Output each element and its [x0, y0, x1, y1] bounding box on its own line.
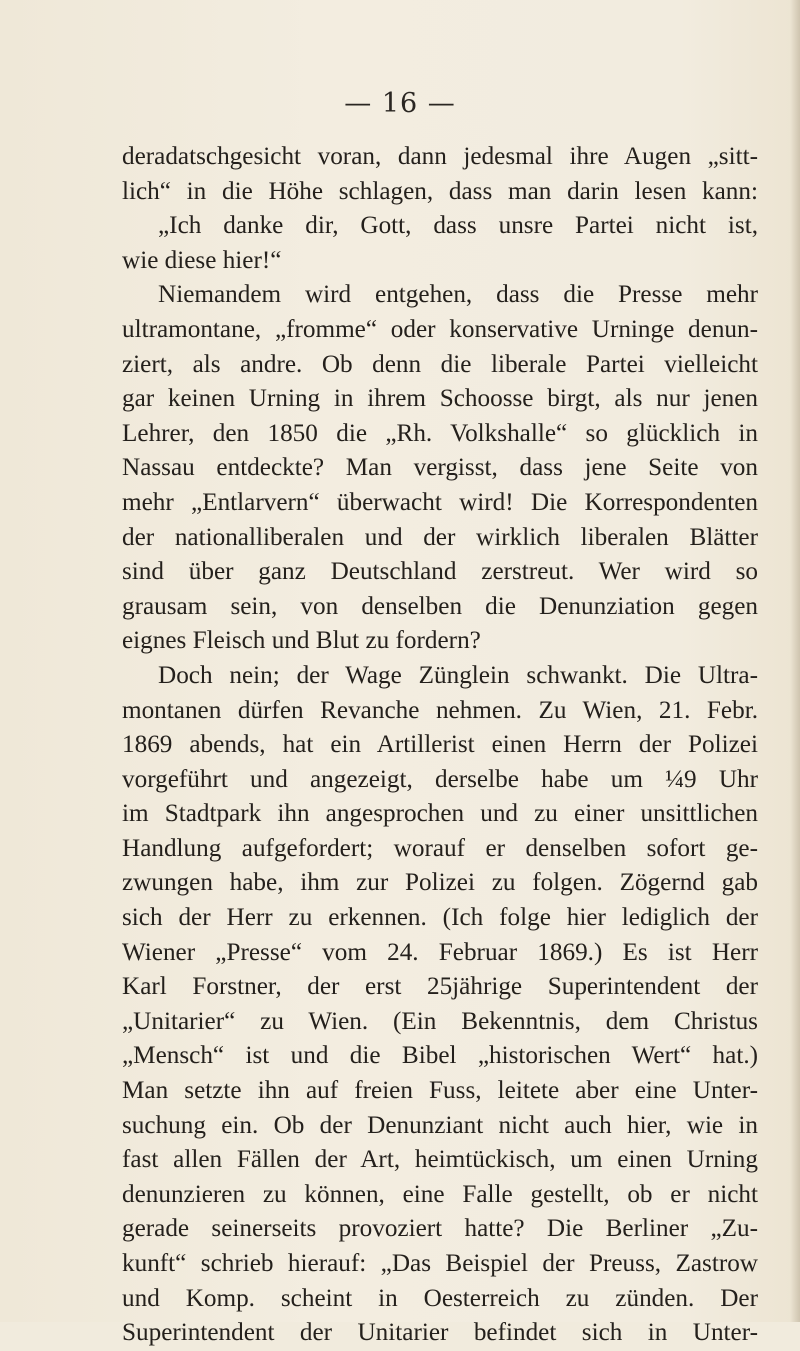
text-line: kunft“ schrieb hierauf: „Das Beispiel der Preuss, Zastrow — [122, 1250, 758, 1277]
text-line: montanen dürfen Revanche nehmen. Zu Wien, 21. Febr. — [122, 696, 758, 724]
text-line: und Komp. scheint in Oesterreich zu zünden. Der — [122, 1284, 758, 1312]
text-line: 1869 abends, hat ein Artillerist einen Herrn der Polizei — [122, 731, 758, 759]
text-line: ziert, als andre. Ob denn die liberale Partei vielleicht — [122, 350, 758, 378]
text-line: gar keinen Urning in ihrem Schoosse birgt, als nur jenen — [122, 385, 758, 413]
text-line: Karl Forstner, der erst 25jährige Superintendent der — [122, 973, 758, 1001]
text-line: gerade seinerseits provoziert hatte? Die Berliner „Zu- — [122, 1215, 758, 1243]
text-line: eignes Fleisch und Blut zu fordern? — [122, 627, 481, 655]
body-text — [122, 140, 758, 1351]
text-line: vorgeführt und angezeigt, derselbe habe um ¼9 Uhr — [122, 765, 758, 793]
text-line: Doch nein; der Wage Zünglein schwankt. Die Ultra- — [158, 661, 758, 689]
text-line: Superintendent der Unitarier befindet sich in Unter- — [122, 1319, 758, 1347]
text-line: suchung ein. Ob der Denunziant nicht auch hier, wie in — [122, 1111, 758, 1139]
text-line: „Unitarier“ zu Wien. (Ein Bekenntnis, dem Christus — [122, 1007, 758, 1035]
text-line: Nassau entdeckte? Man vergisst, dass jene Seite von — [122, 454, 758, 482]
text-line: Handlung aufgefordert; worauf er denselben sofort ge- — [122, 834, 758, 862]
text-line: Man setzte ihn auf freien Fuss, leitete aber eine Unter- — [122, 1077, 758, 1105]
text-line: grausam sein, von denselben die Denunziation gegen — [122, 592, 758, 620]
text-line: „Mensch“ ist und die Bibel „historischen Wert“ hat.) — [122, 1042, 758, 1070]
text-line: sind über ganz Deutschland zerstreut. Wer wird so — [122, 558, 758, 586]
text-line: der nationalliberalen und der wirklich liberalen Blätter — [122, 523, 758, 551]
text-line: Lehrer, den 1850 die „Rh. Volkshalle“ so glücklich in — [122, 419, 758, 447]
text-line: Wiener „Presse“ vom 24. Februar 1869.) Es ist Herr — [122, 938, 758, 966]
text-line: deradatschgesicht voran, dann jedesmal ihre Augen „sitt- — [122, 143, 758, 170]
page-edge-shadow — [790, 0, 800, 1322]
text-line: wie diese hier!“ — [122, 246, 282, 274]
text-line: sich der Herr zu erkennen. (Ich folge hier lediglich der — [122, 904, 758, 932]
text-line: fast allen Fällen der Art, heimtückisch, um einen Urning — [122, 1146, 758, 1174]
text-line: zwungen habe, ihm zur Polizei zu folgen. Zögernd gab — [122, 869, 758, 897]
text-line: mehr „Entlarvern“ überwacht wird! Die Korrespondenten — [122, 488, 758, 516]
text-line: im Stadtpark ihn angesprochen und zu einer unsittlichen — [122, 800, 758, 828]
text-line: Niemandem wird entgehen, dass die Presse mehr — [158, 281, 758, 309]
text-line: „Ich danke dir, Gott, dass unsre Partei nicht ist, — [158, 212, 758, 240]
page-number-header: — 16 — — [344, 88, 456, 119]
text-line: ultramontane, „fromme“ oder konservative Urninge denun- — [122, 315, 758, 343]
text-line: denunzieren zu können, eine Falle gestellt, ob er nicht — [122, 1180, 758, 1208]
text-line: lich“ in die Höhe schlagen, dass man darin lesen kann: — [122, 177, 758, 205]
